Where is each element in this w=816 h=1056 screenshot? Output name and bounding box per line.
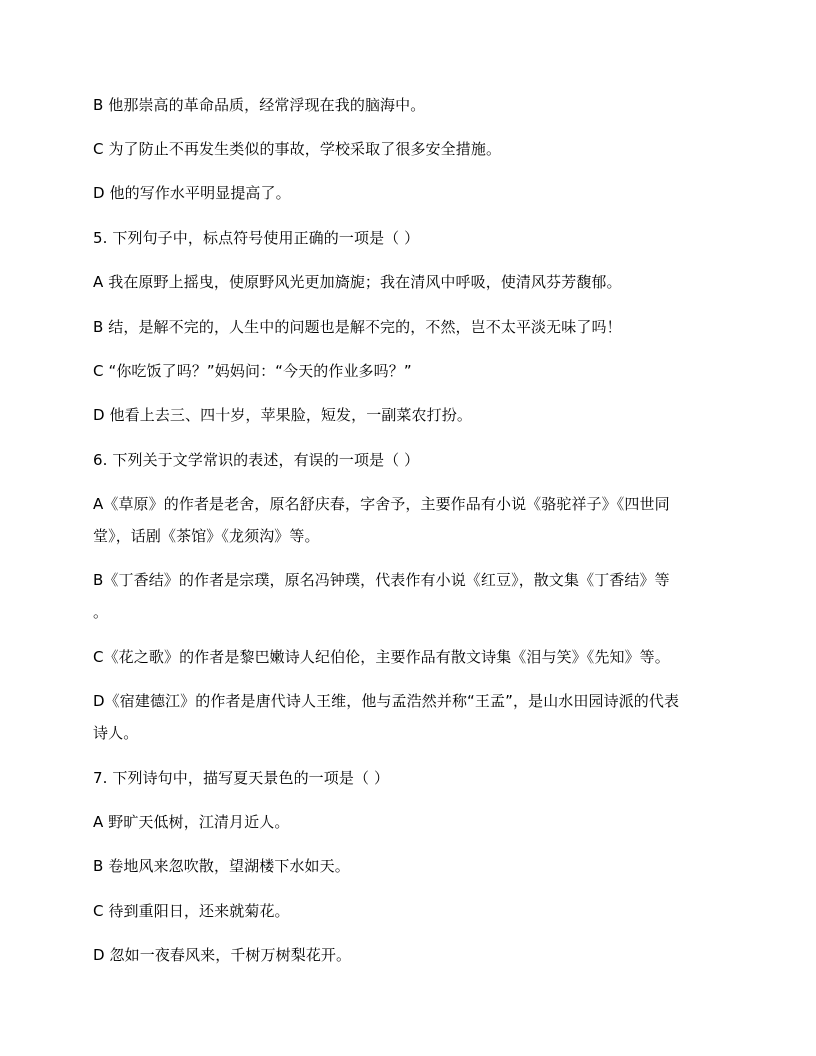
option-a-q5: A 我在原野上摇曳，使原野风光更加旖旎；我在清风中呼吸，使清风芬芳馥郁。 <box>93 273 622 291</box>
question-6: 6. 下列关于文学常识的表述，有误的一项是（ ） <box>93 451 420 469</box>
option-a-q6-line2: 堂》，话剧《茶馆》《龙须沟》等。 <box>93 527 320 545</box>
option-d-q6-line1: D《宿建德江》的作者是唐代诗人王维，他与孟浩然并称“王孟”，是山水田园诗派的代表 <box>93 692 680 710</box>
option-b-q5: B 结，是解不完的，人生中的问题也是解不完的，不然，岂不太平淡无味了吗！ <box>93 318 622 336</box>
option-c-q5: C “你吃饭了吗？”妈妈问：“今天的作业多吗？” <box>93 362 412 380</box>
question-5: 5. 下列句子中，标点符号使用正确的一项是（ ） <box>93 229 420 247</box>
option-b-q6-line2: 。 <box>93 603 109 621</box>
option-c-q6: C《花之歌》的作者是黎巴嫩诗人纪伯伦，主要作品有散文诗集《泪与笑》《先知》等。 <box>93 648 670 666</box>
option-b-q6-line1: B《丁香结》的作者是宗璞，原名冯钟璞，代表作有小说《红豆》，散文集《丁香结》等 <box>93 571 670 589</box>
option-b-q4: B 他那崇高的革命品质，经常浮现在我的脑海中。 <box>93 96 426 114</box>
option-a-q7: A 野旷天低树，江清月近人。 <box>93 813 290 831</box>
option-b-q7: B 卷地风来忽吹散，望湖楼下水如天。 <box>93 857 350 875</box>
option-c-q4: C 为了防止不再发生类似的事故，学校采取了很多安全措施。 <box>93 140 502 158</box>
option-c-q7: C 待到重阳日，还来就菊花。 <box>93 902 290 920</box>
option-d-q5: D 他看上去三、四十岁，苹果脸，短发，一副菜农打扮。 <box>93 406 472 424</box>
question-7: 7. 下列诗句中，描写夏天景色的一项是（ ） <box>93 769 390 787</box>
option-d-q7: D 忽如一夜春风来，千树万树梨花开。 <box>93 946 352 964</box>
option-a-q6-line1: A《草原》的作者是老舍，原名舒庆春，字舍予，主要作品有小说《骆驼祥子》《四世同 <box>93 495 670 513</box>
option-d-q4: D 他的写作水平明显提高了。 <box>93 184 291 202</box>
option-d-q6-line2: 诗人。 <box>93 724 139 742</box>
